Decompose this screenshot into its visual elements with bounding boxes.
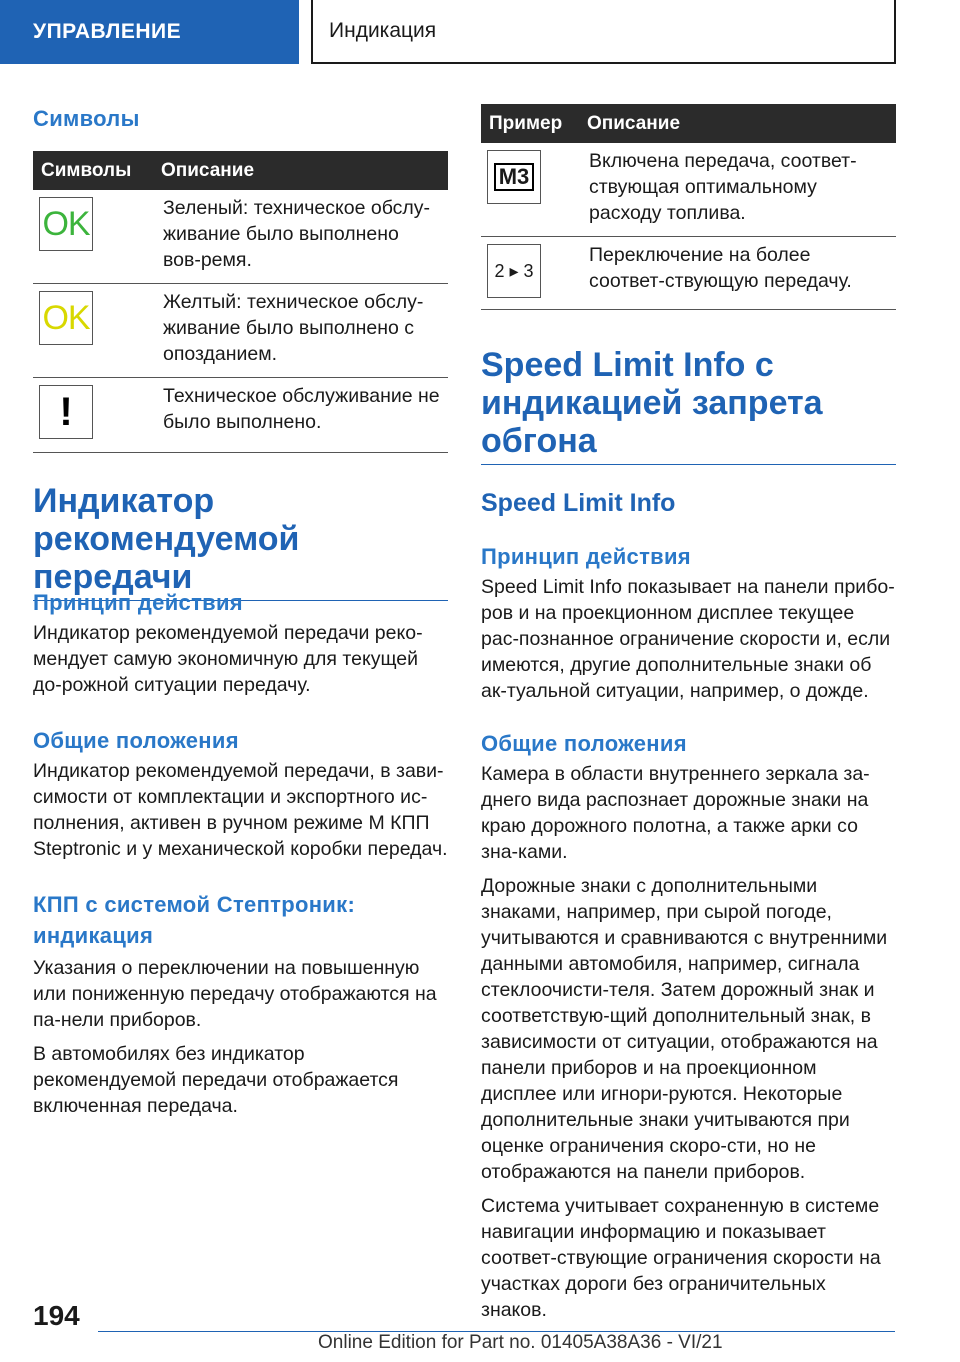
speed-limit-subtitle: Speed Limit Info [481, 489, 676, 517]
examples-col-desc: Описание [579, 104, 896, 143]
table-row [33, 378, 448, 453]
speed-principle-text: Speed Limit Info показывает на панели прибо-ров и на проекционном дисплее текущее рас-познанное ограничение скорости и, если имеются, другие дополнительные знаки об ак-туальной ситуации, например, о дожде. [481, 576, 895, 702]
steptronic-text-2: В автомобилях без индикатор рекомендуемой передачи отображается включенная передача. [33, 1043, 399, 1117]
speed-general-block [481, 731, 896, 1323]
steptronic-heading: КПП с системой Стептроник: индикация [33, 892, 356, 948]
examples-col-example: Пример [481, 104, 579, 143]
gear-general-block [33, 728, 448, 862]
speed-general-heading: Общие положения [481, 731, 687, 756]
example-desc: Включена передача, соответ-ствующая оптимальному расходу топлива. [579, 143, 896, 237]
speed-limit-title: Speed Limit Info с индикацией запрета обгона [481, 346, 823, 460]
gear-shift-up-icon: 2 ▸ 3 [487, 244, 541, 298]
page-number: 194 [33, 1300, 80, 1331]
speed-general-text-3: Система учитывает сохраненную в системе навигации информацию и показывает соответ-ствующие ограничения скорости на участках дороги без ограничительных знаков. [481, 1195, 881, 1321]
speed-general-text-2: Дорожные знаки с дополнительными знаками, например, при сырой погоде, учитываются и сравниваются с внутренними данными автомобиля, например, сигнала стеклоочисти-теля. Затем дорожный знак и соответствую-щий дополнительный знак, в зависимости от ситуации, отображаются на панели приборов и на проекционном дисплее или игнори-руются. Некоторые дополнительные знаки учитываются при оценке ограничения скоро-сти, но не отображаются на панели приборов. [481, 875, 888, 1183]
symbols-table [33, 151, 448, 453]
ok-yellow-icon: OK [39, 291, 93, 345]
chapter-header [311, 0, 896, 64]
ok-green-icon: OK [39, 197, 93, 251]
table-row [33, 190, 448, 284]
table-row [481, 143, 896, 237]
symbol-desc: Техническое обслуживание не было выполнено. [153, 378, 448, 453]
gear-principle-heading: Принцип действия [33, 590, 243, 615]
table-row [33, 284, 448, 378]
symbols-heading: Символы [33, 106, 140, 131]
section-title: УПРАВЛЕНИЕ [33, 20, 182, 43]
section-tab [0, 0, 299, 64]
speed-principle-heading: Принцип действия [481, 544, 691, 569]
gear-general-text: Индикатор рекомендуемой передачи, в зави-симости от комплектации и экспортного ис-полнения, активен в ручном режиме М КПП Steptronic и у механической коробки передач. [33, 760, 448, 860]
symbols-col-desc: Описание [153, 151, 448, 190]
gear-m3-icon: M3 [487, 150, 541, 204]
speed-principle-block [481, 544, 896, 704]
gear-principle-block [33, 590, 448, 698]
symbols-col-symbol: Символы [33, 151, 153, 190]
examples-table [481, 104, 896, 310]
speed-limit-title-block [481, 346, 896, 465]
footer-edition: Online Edition for Part no. 01405A38A36 - VI/21 [318, 1332, 723, 1353]
symbol-desc: Зеленый: техническое обслу-живание было выполнено вов-ремя. [153, 190, 448, 284]
example-desc: Переключение на более соответ-ствующую передачу. [579, 237, 896, 310]
gear-indicator-title: Индикатор рекомендуемой передачи [33, 482, 300, 596]
steptronic-block [33, 889, 448, 1119]
gear-indicator-title-block [33, 482, 448, 601]
chapter-title: Индикация [329, 19, 437, 42]
symbol-desc: Желтый: техническое обслу-живание было выполнено с опозданием. [153, 284, 448, 378]
speed-general-text-1: Камера в области внутреннего зеркала за-днего вида распознает дорожные знаки на краю дорожного полотна, а также арки со зна-ками. [481, 763, 870, 863]
gear-general-heading: Общие положения [33, 728, 239, 753]
steptronic-text-1: Указания о переключении на повышенную или пониженную передачу отображаются на па-нели приборов. [33, 957, 437, 1031]
exclamation-icon: ! [39, 385, 93, 439]
gear-principle-text: Индикатор рекомендуемой передачи реко-мендует самую экономичную для текущей до-рожной ситуации передачу. [33, 622, 423, 696]
table-row [481, 237, 896, 310]
